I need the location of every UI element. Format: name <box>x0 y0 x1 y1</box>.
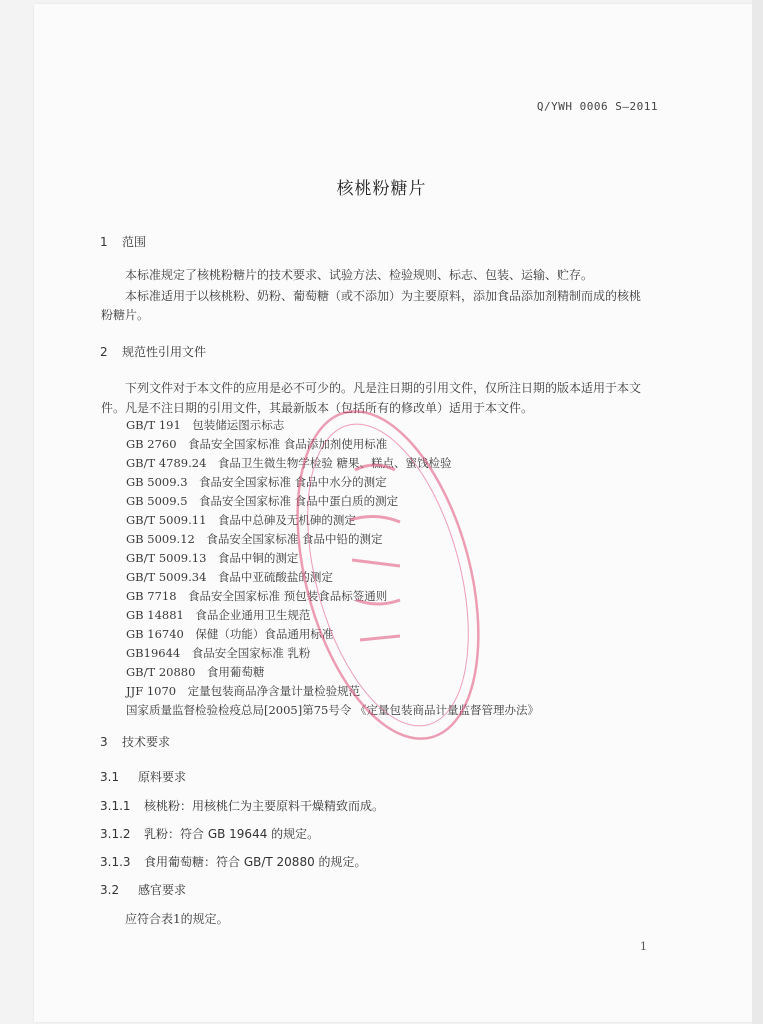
reference-item: GB/T 5009.34 食品中亚硫酸盐的测定 <box>126 570 333 584</box>
subsection-number: 3.1 <box>100 770 120 784</box>
section-number: 1 <box>100 235 108 249</box>
section-2-intro-line2: 件。凡是不注日期的引用文件，其最新版本（包括所有的修改单）适用于本文件。 <box>101 401 534 415</box>
subsection-3-2-heading <box>100 881 186 898</box>
subsection-number: 3.2 <box>100 883 120 897</box>
clause-number: 3.1.3 <box>100 855 131 869</box>
subsection-title: 原料要求 <box>138 770 187 784</box>
section-number: 3 <box>100 735 108 749</box>
reference-item: GB 5009.12 食品安全国家标准 食品中铅的测定 <box>126 532 383 546</box>
standard-number: Q/YWH 0006 S—2011 <box>536 100 658 113</box>
reference-item: 国家质量监督检验检疫总局[2005]第75号令 《定量包装商品计量监督管理办法》 <box>126 703 540 717</box>
section-title: 技术要求 <box>122 735 171 749</box>
clause-text: 乳粉：符合 GB 19644 的规定。 <box>144 827 320 841</box>
page-number: 1 <box>640 940 647 953</box>
clause-text: 核桃粉：用核桃仁为主要原料干燥精致而成。 <box>144 799 385 813</box>
reference-item: GB/T 191 包装储运图示标志 <box>126 418 285 432</box>
section-1-para1: 本标准规定了核桃粉糖片的技术要求、试验方法、检验规则、标志、包装、运输、贮存。 <box>125 268 594 282</box>
reference-item: JJF 1070 定量包装商品净含量计量检验规范 <box>126 684 361 698</box>
reference-item: GB 14881 食品企业通用卫生规范 <box>126 608 311 622</box>
section-3-heading <box>100 733 170 750</box>
reference-item: GB 16740 保健（功能）食品通用标准 <box>126 627 334 641</box>
reference-item: GB/T 5009.11 食品中总砷及无机砷的测定 <box>126 513 356 527</box>
section-title: 范围 <box>122 235 147 249</box>
subsection-3-1-heading <box>100 768 186 785</box>
reference-item: GB 2760 食品安全国家标准 食品添加剂使用标准 <box>126 437 388 451</box>
clause-number: 3.1.1 <box>100 799 131 813</box>
page-title: 核桃粉糖片 <box>336 179 427 199</box>
section-1-heading <box>100 233 146 250</box>
reference-item: GB 5009.3 食品安全国家标准 食品中水分的测定 <box>126 475 387 489</box>
reference-item: GB 5009.5 食品安全国家标准 食品中蛋白质的测定 <box>126 494 399 508</box>
section-number: 2 <box>100 345 108 359</box>
clause-3-1-1 <box>100 797 384 814</box>
section-1-para2-line1: 本标准适用于以核桃粉、奶粉、葡萄糖（或不添加）为主要原料，添加食品添加剂精制而成的核桃 <box>125 289 642 303</box>
subsection-3-2-text: 应符合表1的规定。 <box>125 912 229 926</box>
clause-number: 3.1.2 <box>100 827 131 841</box>
reference-item: GB/T 20880 食用葡萄糖 <box>126 665 265 679</box>
clause-text: 食用葡萄糖：符合 GB/T 20880 的规定。 <box>144 855 367 869</box>
subsection-title: 感官要求 <box>138 883 187 897</box>
reference-item: GB19644 食品安全国家标准 乳粉 <box>126 646 311 660</box>
section-2-heading <box>100 343 206 360</box>
reference-item: GB/T 5009.13 食品中铜的测定 <box>126 551 299 565</box>
reference-item: GB/T 4789.24 食品卫生微生物学检验 糖果、糕点、蜜饯检验 <box>126 456 452 470</box>
section-1-para2-line2: 粉糖片。 <box>101 308 150 322</box>
section-2-intro-line1: 下列文件对于本文件的应用是必不可少的。凡是注日期的引用文件，仅所注日期的版本适用于本文 <box>125 381 642 395</box>
reference-item: GB 7718 食品安全国家标准 预包装食品标签通则 <box>126 589 388 603</box>
clause-3-1-3 <box>100 853 367 870</box>
clause-3-1-2 <box>100 825 319 842</box>
scan-edge <box>752 0 763 1024</box>
section-title: 规范性引用文件 <box>122 345 207 359</box>
